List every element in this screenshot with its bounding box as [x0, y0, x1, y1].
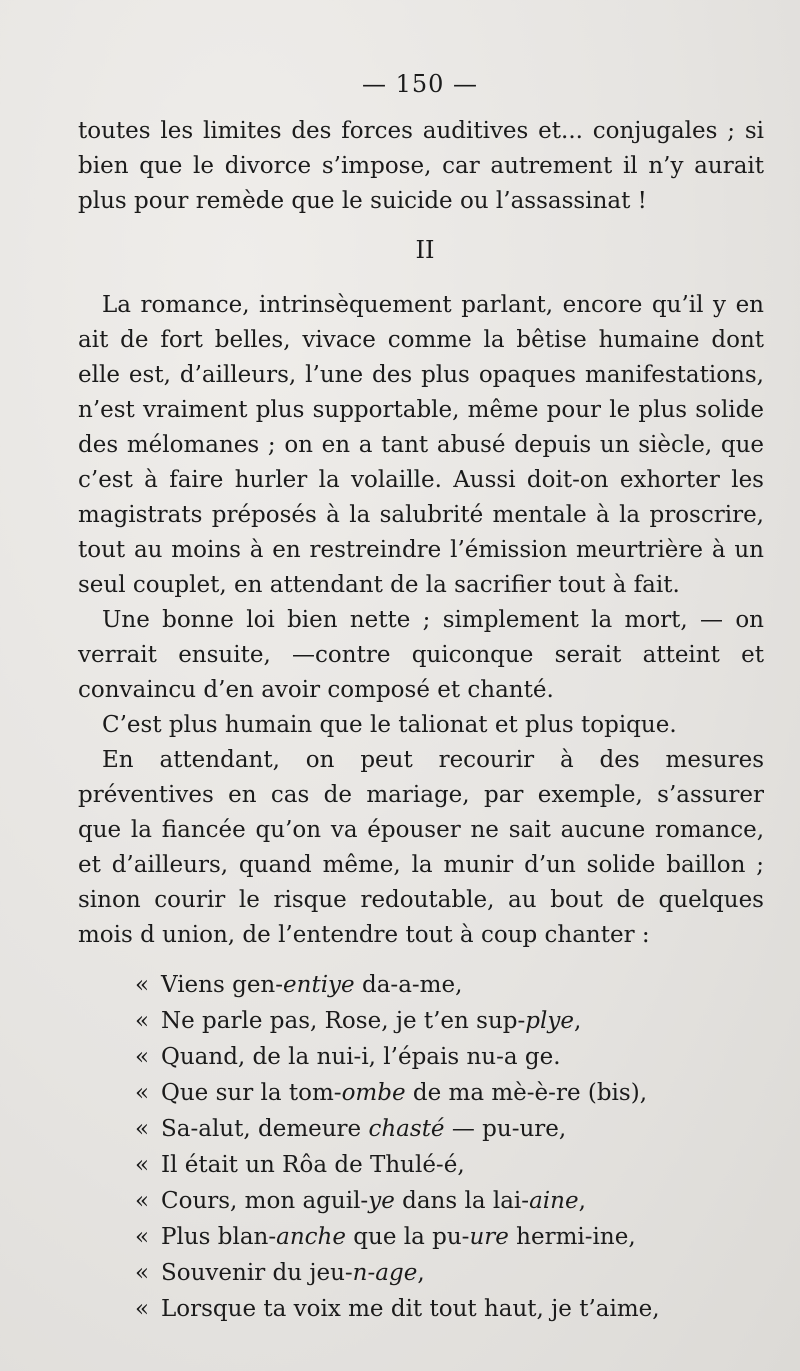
page-number: — 150 — — [361, 70, 479, 98]
verse-line — [135, 1183, 755, 1219]
verse-text: de ma mè-è-re (bis), — [405, 1080, 647, 1106]
paragraph-mariage: En attendant, on peut recourir à des mesures préventives en cas de mariage, par exemple, s’assurer que la fiancée qu’on va épouser ne sait aucune romance, et d’ailleurs, quand même, la munir d’un solide baillon ; sinon courir le risque redoutable, au bout de quelques mois d union, de l’entendre tout à coup chanter : — [78, 747, 764, 948]
verse-text: Il était un Rôa de Thulé-é, — [161, 1152, 465, 1178]
verse-line — [135, 1255, 755, 1291]
quote-mark: « — [135, 1116, 150, 1142]
paragraph-talionat: C’est plus humain que le talionat et plus topique. — [102, 712, 677, 738]
verse-text: , — [573, 1008, 582, 1034]
verse-italic: ombe — [341, 1080, 406, 1106]
quote-mark: « — [135, 1188, 150, 1214]
verse-text: , — [417, 1260, 425, 1286]
paragraph-loi: Une bonne loi bien nette ; simplement la mort, — on verrait ensuite, —contre quiconque serait atteint et convaincu d’en avoir composé et chanté. — [78, 607, 764, 703]
verse-line — [135, 1219, 755, 1255]
quote-mark: « — [135, 1296, 150, 1322]
verse-text: Que sur la tom- — [161, 1080, 342, 1106]
verse-text: Plus blan- — [161, 1224, 277, 1250]
verse-text: Souvenir du jeu- — [161, 1260, 353, 1286]
verse-italic: n-age — [352, 1260, 418, 1286]
quote-mark: « — [135, 1008, 150, 1034]
verse-italic: ye — [368, 1188, 395, 1214]
verse-text: hermi-ine, — [508, 1224, 636, 1250]
text-block-main — [78, 288, 764, 953]
verse-list — [135, 967, 755, 1327]
quote-mark: « — [135, 1044, 150, 1070]
verse-italic: entiye — [283, 972, 355, 998]
verse-text: Sa-alut, demeure — [161, 1116, 369, 1142]
verse-text: Viens gen- — [161, 972, 284, 998]
quote-mark: « — [135, 1224, 150, 1250]
verse-text: Ne parle pas, Rose, je t’en sup- — [161, 1008, 526, 1034]
verse-italic: chasté — [368, 1116, 445, 1142]
text-block-top — [78, 114, 764, 219]
verse-text: Cours, mon aguil- — [161, 1188, 369, 1214]
verse-italic: ure — [469, 1224, 509, 1250]
quote-mark: « — [135, 1080, 150, 1106]
verse-text: , — [578, 1188, 586, 1214]
verse-line — [135, 1003, 755, 1039]
verse-text: da-a-me, — [354, 972, 463, 998]
verse-text: Lorsque ta voix me dit tout haut, je t’aime, — [161, 1296, 660, 1322]
quote-mark: « — [135, 1152, 150, 1178]
quote-mark: « — [135, 1260, 150, 1286]
verse-line — [135, 1075, 755, 1111]
verse-line — [135, 1147, 755, 1183]
verse-text: Quand, de la nui-i, l’épais nu-a ge. — [161, 1044, 561, 1070]
paragraph-continuation: toutes les limites des forces auditives et... conjugales ; si bien que le divorce s’impose, car autrement il n’y aurait plus pour remède que le suicide ou l’assassinat ! — [78, 118, 764, 214]
verse-italic: aine — [529, 1188, 579, 1214]
verse-text: — pu-ure, — [444, 1116, 567, 1142]
verse-text: dans la lai- — [394, 1188, 530, 1214]
section-numeral: II — [415, 236, 435, 264]
verse-line — [135, 967, 755, 1003]
verse-text: que la pu- — [345, 1224, 470, 1250]
paragraph-romance: La romance, intrinsèquement parlant, encore qu’il y en ait de fort belles, vivace comme la bêtise humaine dont elle est, d’ailleurs, l’une des plus opaques manifestations, n’est vraiment plus supportable, même pour le plus solide des mélomanes ; on en a tant abusé depuis un siècle, que c’est à faire hurler la volaille. Aussi doit-on exhorter les magistrats préposés à la salubrité mentale à la proscrire, tout au moins à en restreindre l’émission meurtrière à un seul couplet, en attendant de la sacrifier tout à fait. — [78, 292, 764, 598]
verse-italic: anche — [276, 1224, 346, 1250]
quote-mark: « — [135, 972, 150, 998]
verse-line — [135, 1039, 755, 1075]
verse-italic: plye — [525, 1008, 574, 1034]
verse-line — [135, 1291, 755, 1327]
verse-line — [135, 1111, 755, 1147]
